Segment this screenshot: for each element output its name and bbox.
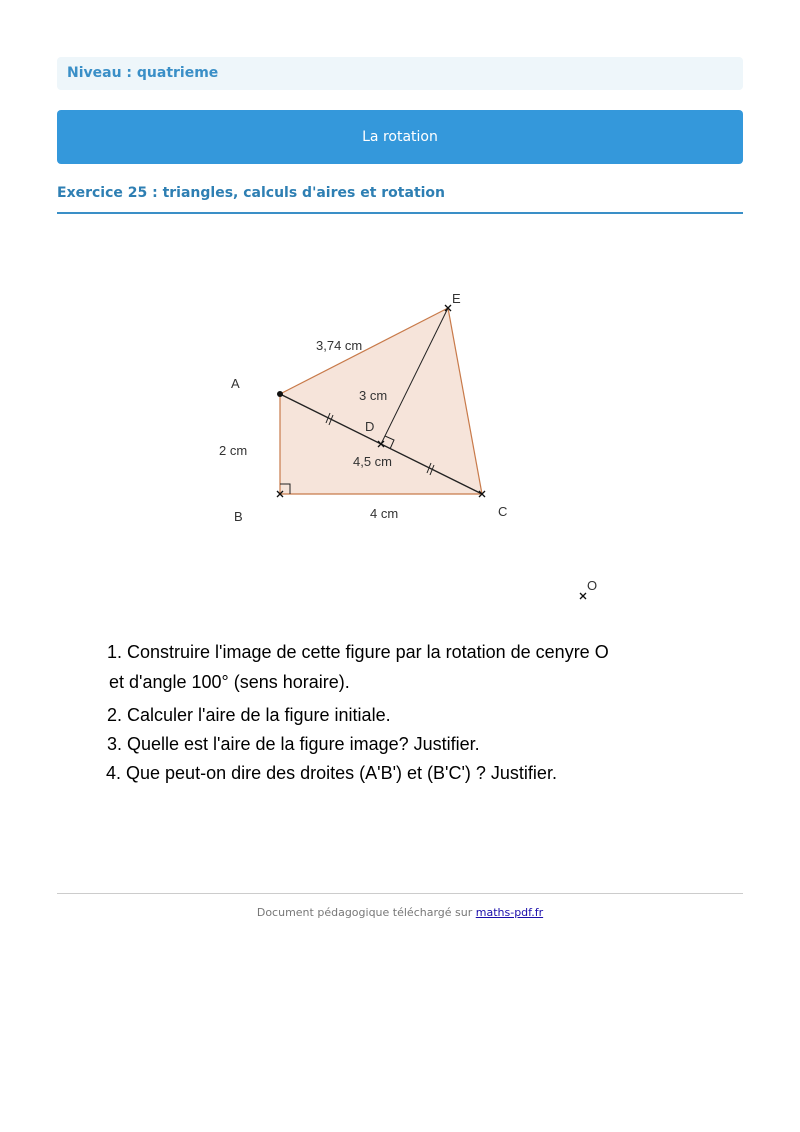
question-4: 4. Que peut-on dire des droites (A'B') et (B'C') ? Justifier. [106,763,557,783]
footer [0,906,800,919]
point-a-label: A [231,376,240,391]
question-1-line-1: 1. Construire l'image de cette figure par la rotation de cenyre O [107,642,609,662]
footer-divider [57,893,743,894]
point-o-label: O [587,578,598,593]
level-label: Niveau : quatrieme [67,65,219,81]
banner-title: La rotation [362,129,438,145]
measure-de: 3 cm [359,388,388,403]
point-b-label: B [234,509,243,524]
question-2: 2. Calculer l'aire de la figure initiale. [107,705,391,725]
point-d-label: D [365,419,375,434]
measure-bc: 4 cm [370,506,399,521]
measure-ab: 2 cm [219,443,248,458]
point-a-dot [277,391,283,397]
point-c-label: C [498,504,508,519]
footer-text: Document pédagogique téléchargé sur [256,906,476,919]
exercise-title: Exercice 25 : triangles, calculs d'aires et rotation [57,185,446,201]
measure-ae: 3,74 cm [316,338,363,353]
footer-link[interactable]: maths-pdf.fr [475,906,544,919]
question-1-line-2: et d'angle 100° (sens horaire). [109,672,350,692]
point-o-cross [580,593,586,599]
question-3: 3. Quelle est l'aire de la figure image? Justifier. [107,734,480,754]
measure-ac: 4,5 cm [353,454,393,469]
point-e-label: E [452,291,461,306]
